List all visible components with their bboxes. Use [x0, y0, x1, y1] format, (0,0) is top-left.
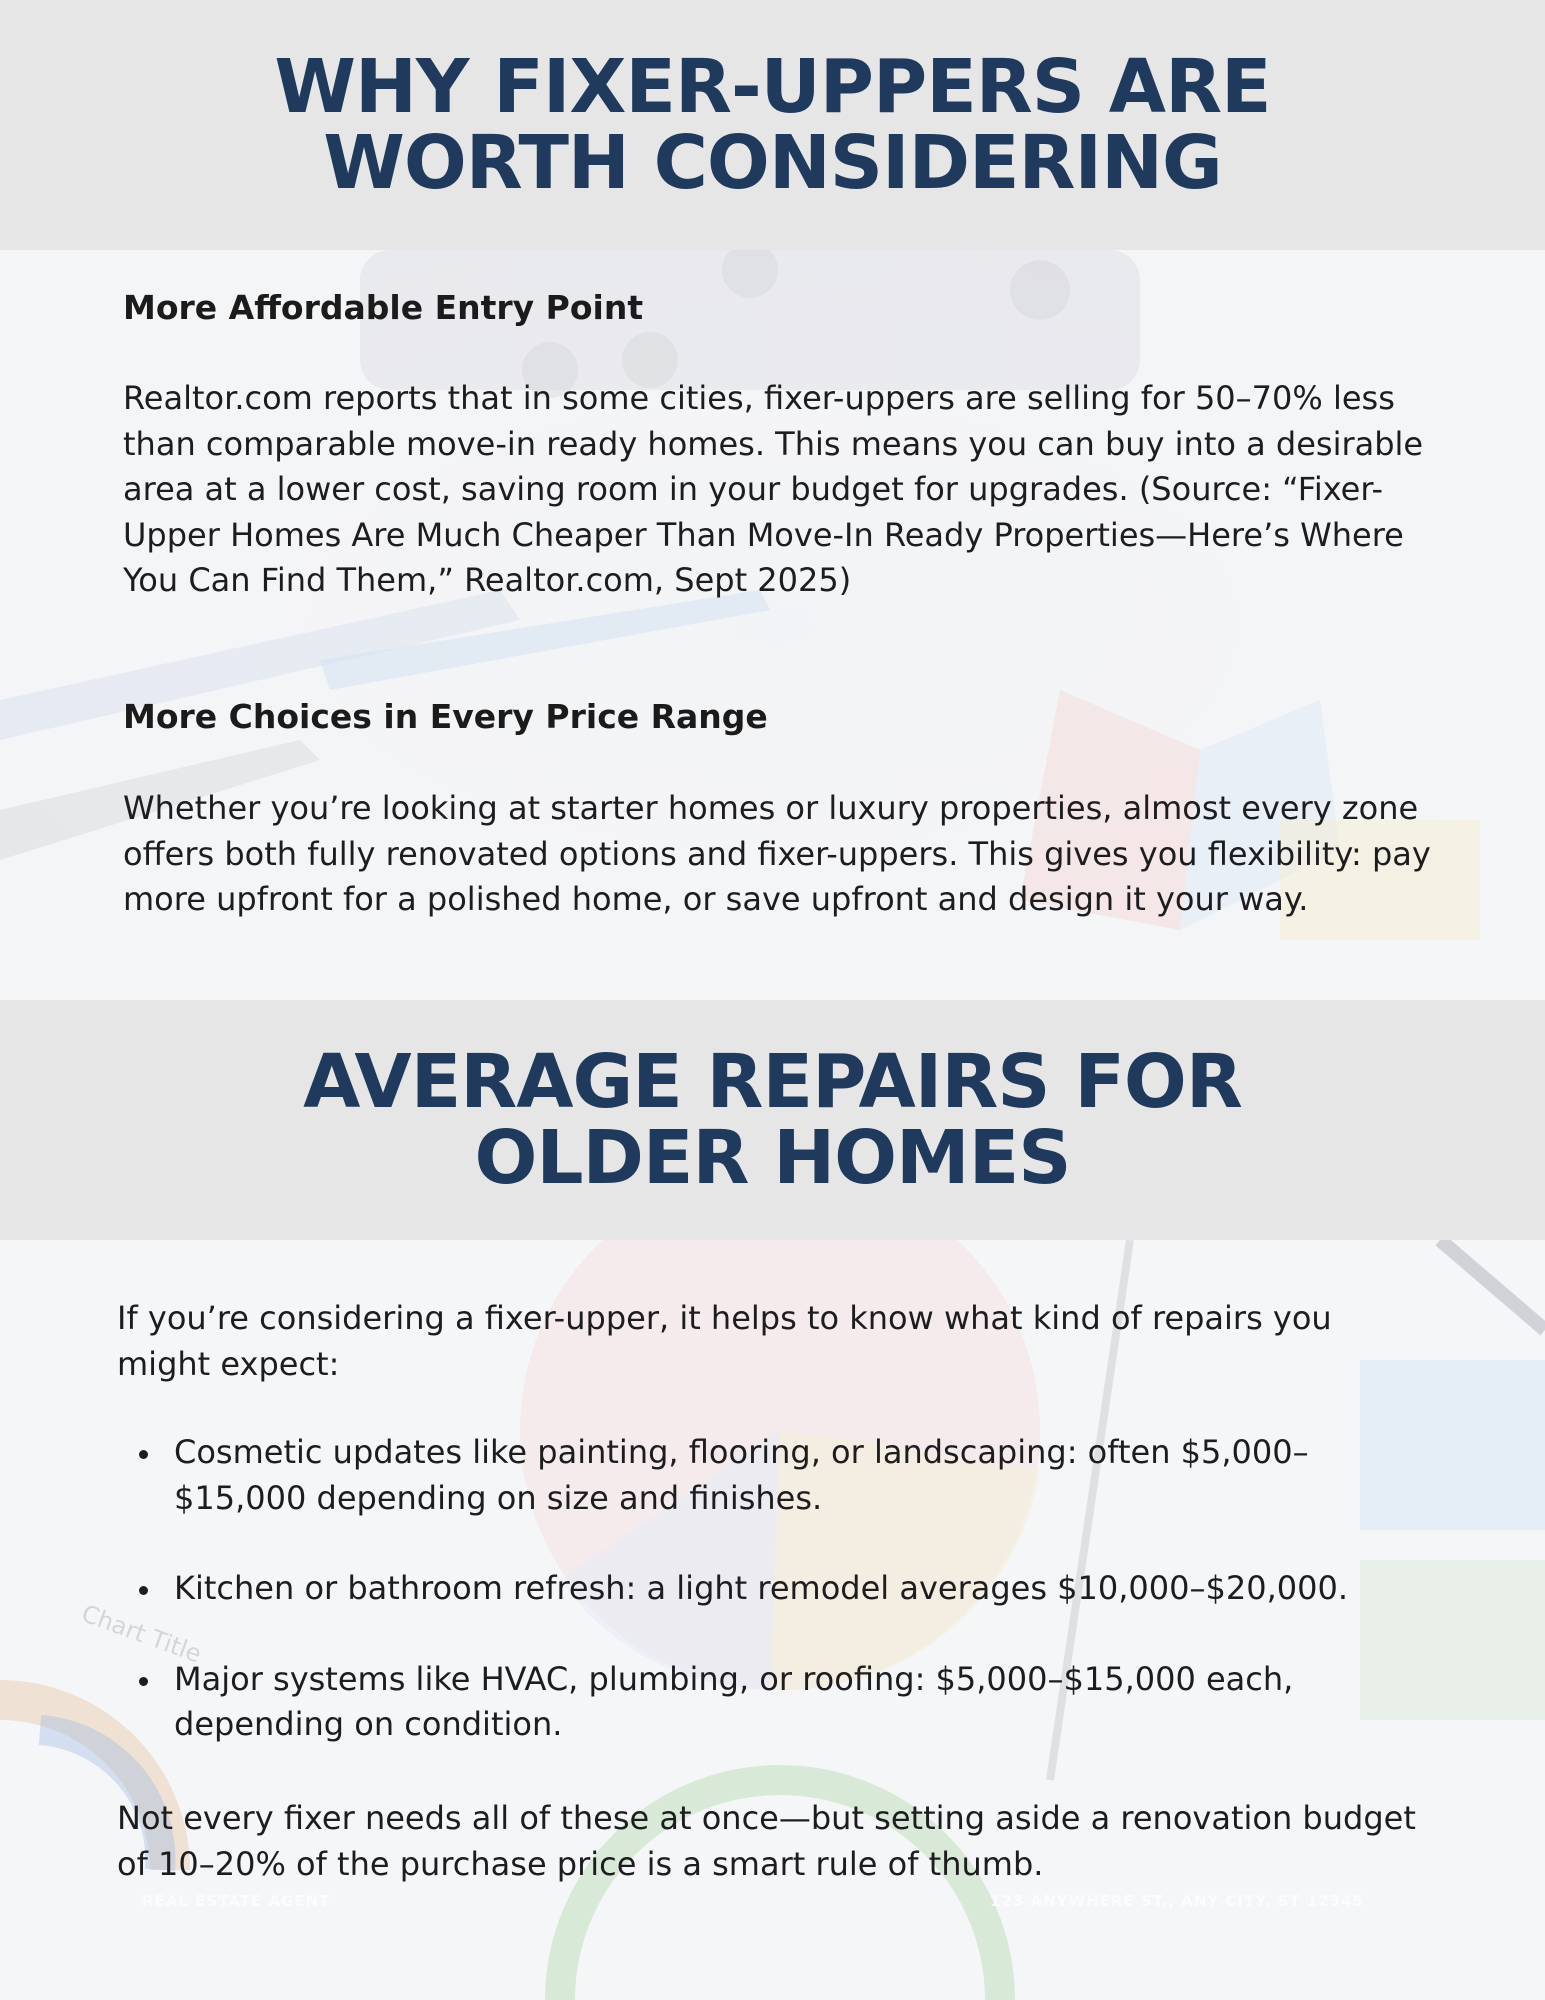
point2-body: Whether you’re looking at starter homes or luxury properties, almost every zone offers both fully renovated options and fixer-uppers. This gives you flexibility: pay more upfront for a polished home, or save upfront and design it your way. [123, 789, 1431, 918]
footer-agent-label: REAL ESTATE AGENT [142, 1892, 331, 1910]
bullet-icon [139, 1450, 148, 1459]
repair-item-cosmetic: Cosmetic updates like painting, flooring, or landscaping: often $5,000–$15,000 depending on size and finishes. [174, 1433, 1309, 1517]
section2-title-line1: AVERAGE REPAIRS FOR [303, 1039, 1242, 1125]
list-item [117, 1430, 1437, 1521]
section1-title-line2: WORTH CONSIDERING [323, 120, 1222, 206]
point1-body: Realtor.com reports that in some cities, fixer-uppers are selling for 50–70% less than comparable move-in ready homes. This means you can buy into a desirable area at a lower cost, saving room in your budget for upgrades. (Source: “Fixer-Upper Homes Are Much Cheaper Than Move-In Ready Properties—Here’s Where You Can Find Them,” Realtor.com, Sept 2025) [123, 379, 1424, 599]
section2-header-band [0, 1000, 1545, 1240]
repairs-intro: If you’re considering a fixer-upper, it helps to know what kind of repairs you might expect: [117, 1299, 1332, 1383]
section1-title [274, 44, 1271, 206]
repair-item-major-systems: Major systems like HVAC, plumbing, or roofing: $5,000–$15,000 each, depending on condition. [174, 1659, 1294, 1743]
background-chart-title: Chart Title [77, 1599, 206, 1669]
section2-title [303, 1039, 1242, 1201]
bullet-icon [139, 1677, 148, 1686]
repair-item-kitchen-bath: Kitchen or bathroom refresh: a light remodel averages $10,000–$20,000. [174, 1569, 1348, 1607]
footer-address: 123 ANYWHERE ST., ANY CITY, ST 12345 [990, 1892, 1365, 1910]
point1-heading: More Affordable Entry Point [123, 288, 644, 327]
point2-heading: More Choices in Every Price Range [123, 697, 768, 736]
section2-title-line2: OLDER HOMES [474, 1115, 1071, 1201]
repairs-list [117, 1430, 1437, 1793]
list-item [117, 1657, 1437, 1748]
list-item [117, 1566, 1437, 1612]
bullet-icon [139, 1586, 148, 1595]
section1-header-band [0, 0, 1545, 250]
section1-title-line1: WHY FIXER-UPPERS ARE [274, 44, 1271, 130]
repairs-closing: Not every fixer needs all of these at once—but setting aside a renovation budget of 10–20% of the purchase price is a smart rule of thumb. [117, 1799, 1416, 1883]
